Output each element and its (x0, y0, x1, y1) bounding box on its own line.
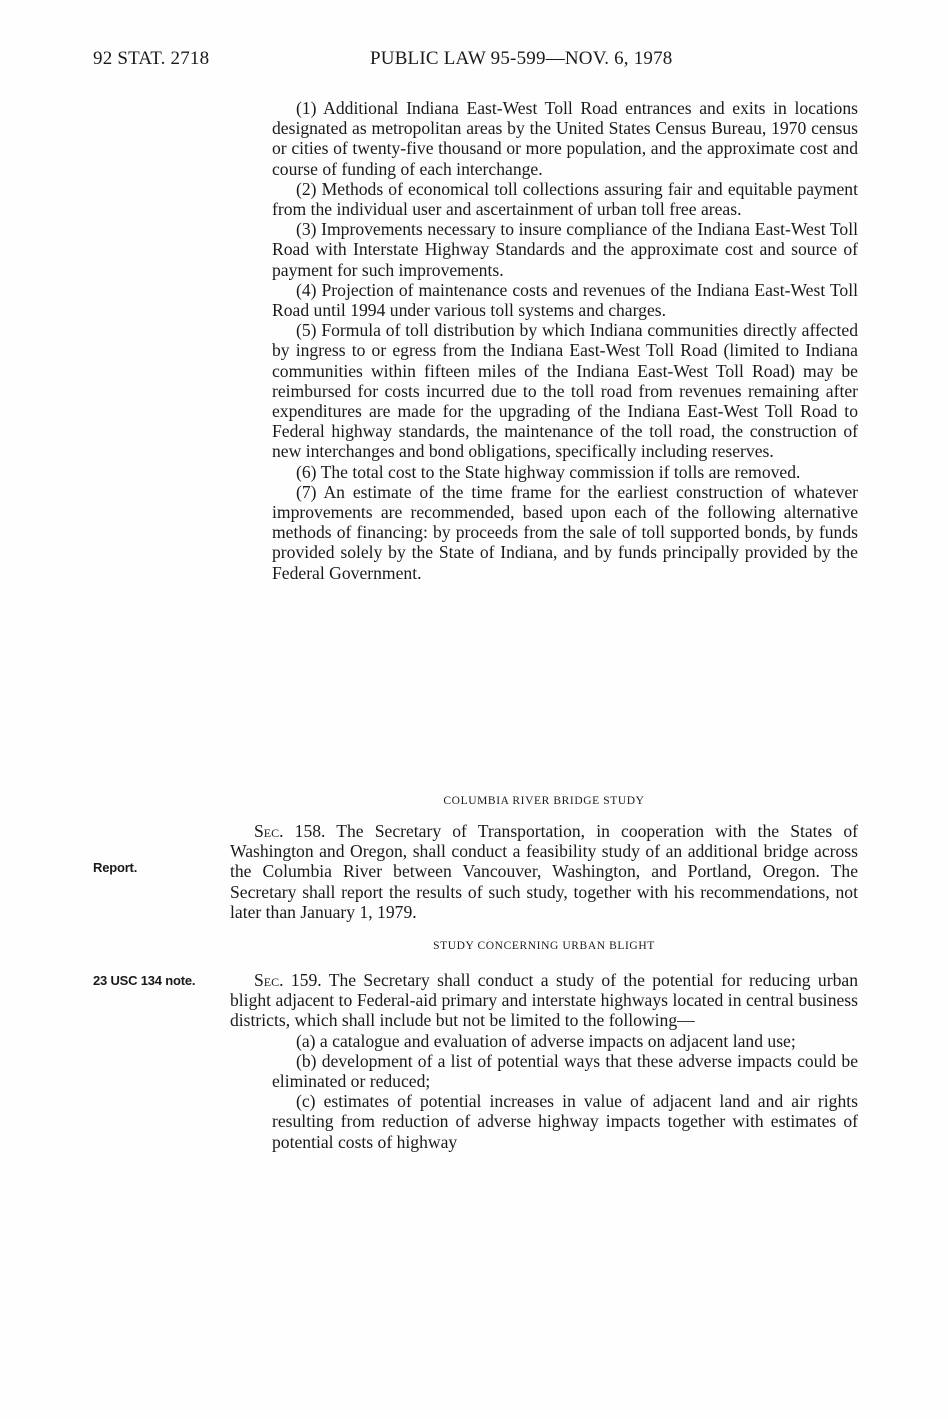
section-159 (230, 970, 858, 1152)
section-159-heading: STUDY CONCERNING URBAN BLIGHT (433, 940, 655, 952)
item-6: (6) The total cost to the State highway commission if tolls are removed. (296, 461, 801, 482)
item-7: (7) An estimate of the time frame for the earliest construction of whatever improvements are recommended, based upon each of the following alternative methods of financing: by proceeds from the sale of toll supported bonds, by funds provided solely by the State of Indiana, and by funds principally provided by the Federal Government. (272, 481, 858, 583)
section-158-body: 158. The Secretary of Transportation, in cooperation with the States of Washington and Oregon, shall conduct a feasibility study of an additional bridge across the Columbia River between Vancouver, Washington, and Portland, Oregon. The Secretary shall report the results of such study, together with his recommendations, not later than January 1, 1979. (230, 821, 858, 922)
item-3: (3) Improvements necessary to insure compliance of the Indiana East-West Toll Road with Interstate Highway Standards and the approximate cost and source of payment for such improvements. (272, 219, 858, 280)
item-4: (4) Projection of maintenance costs and revenues of the Indiana East-West Toll Road until 1994 under various toll systems and charges. (272, 279, 858, 321)
item-2: (2) Methods of economical toll collections assuring fair and equitable payment from the individual user and ascertainment of urban toll free areas. (272, 178, 858, 220)
margin-note-report: Report. (93, 860, 138, 875)
section-158-text (230, 821, 858, 922)
statute-reference: 92 STAT. 2718 (93, 48, 210, 69)
subitem-a: (a) a catalogue and evaluation of adverse impacts on adjacent land use; (296, 1030, 796, 1051)
section-158 (230, 821, 858, 922)
running-header: PUBLIC LAW 95-599—NOV. 6, 1978 (370, 48, 673, 69)
section-159-text (230, 970, 858, 1031)
subitem-c: (c) estimates of potential increases in value of adjacent land and air rights resulting from reduction of adverse highway impacts together with estimates of potential costs of highway (272, 1091, 858, 1152)
section-159-label: Sec. (254, 970, 284, 990)
section-159-body: 159. The Secretary shall conduct a study of the potential for reducing urban blight adjacent to Federal-aid primary and interstate highways located in central business districts, which shall include but not be limited to the following— (230, 970, 858, 1031)
margin-note-usc: 23 USC 134 note. (93, 973, 196, 988)
subitem-b: (b) development of a list of potential ways that these adverse impacts could be eliminated or reduced; (272, 1050, 858, 1092)
item-5: (5) Formula of toll distribution by which Indiana communities directly affected by ingress to or egress from the Indiana East-West Toll Road (limited to Indiana communities within fifteen miles of the Indiana East-West Toll Road) may be reimbursed for costs incurred due to the toll road from revenues remaining after expenditures are made for the upgrading of the Indiana East-West Toll Road to Federal highway standards, the maintenance of the toll road, the construction of new interchanges and bond obligations, specifically including reserves. (272, 320, 858, 462)
section-158-label: Sec. (254, 821, 284, 841)
enumerated-items (230, 98, 858, 583)
item-1: (1) Additional Indiana East-West Toll Road entrances and exits in locations designated as metropolitan areas by the United States Census Bureau, 1970 census or cities of twenty-five thousand or more population, and the approximate cost and course of funding of each interchange. (272, 98, 858, 179)
section-158-heading: COLUMBIA RIVER BRIDGE STUDY (443, 795, 645, 807)
